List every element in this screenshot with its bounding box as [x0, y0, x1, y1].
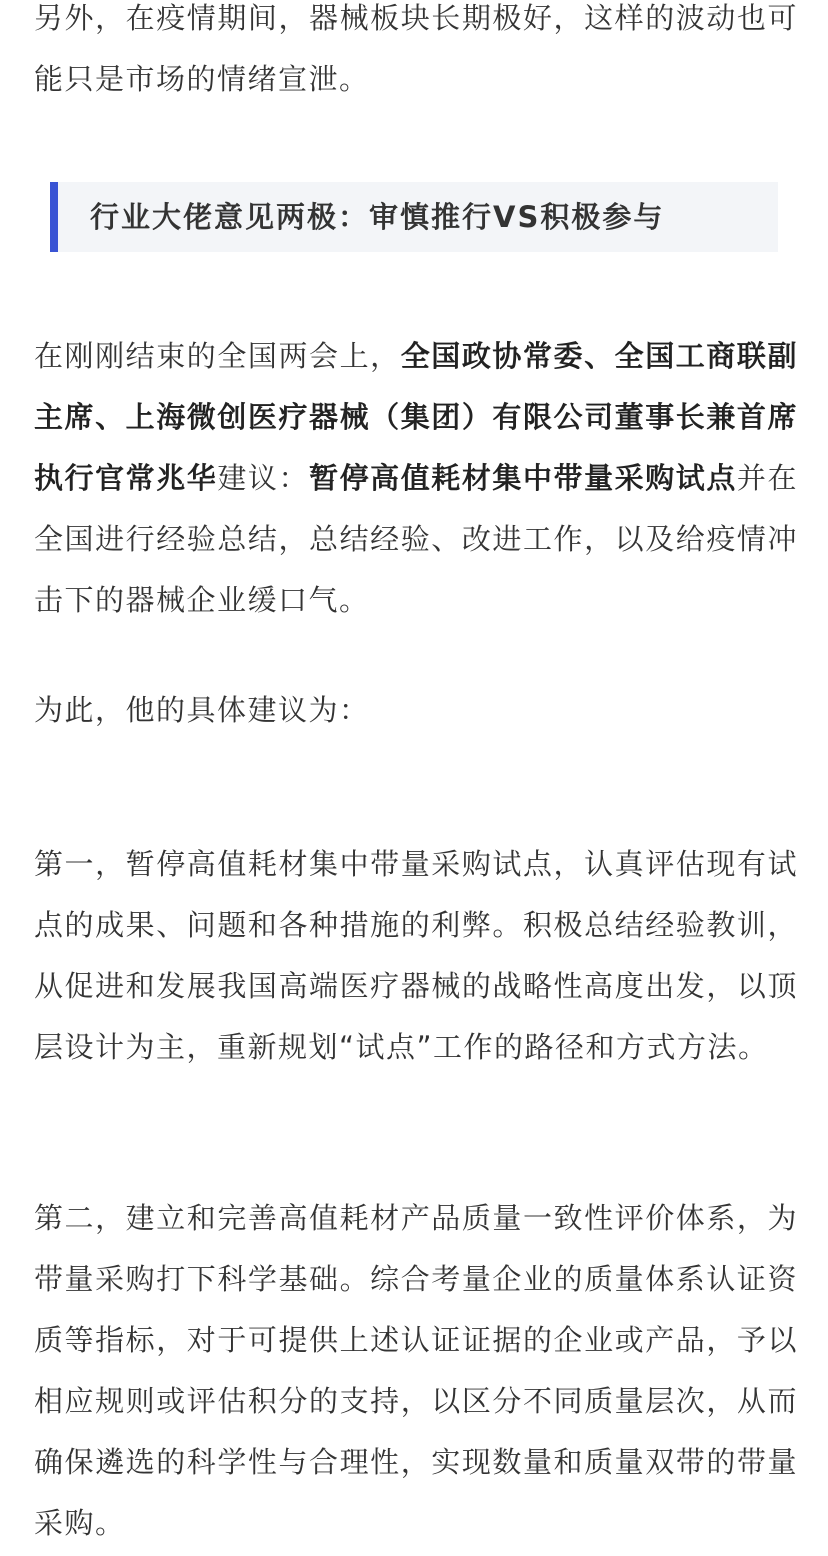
paragraph-proposal: [34, 326, 798, 631]
paragraph-proposal-text-1: 在刚刚结束的全国两会上，: [34, 339, 401, 373]
section-header: [50, 182, 778, 252]
paragraph-proposal-bold-suggestion: 暂停高值耗材集中带量采购试点: [309, 461, 737, 495]
paragraph-point-one: 第一，暂停高值耗材集中带量采购试点，认真评估现有试点的成果、问题和各种措施的利弊。积极总结经验教训，从促进和发展我国高端医疗器械的战略性高度出发，以顶层设计为主，重新规划“试点”工作的路径和方式方法。: [34, 847, 798, 1064]
paragraph-point-two: 第二，建立和完善高值耗材产品质量一致性评价体系，为带量采购打下科学基础。综合考量企业的质量体系认证资质等指标，对于可提供上述认证证据的企业或产品，予以相应规则或评估积分的支持，以区分不同质量层次，从而确保遴选的科学性与合理性，实现数量和质量双带的带量采购。: [34, 1201, 798, 1540]
paragraph-proposal-text-2: 建议：: [217, 461, 310, 495]
paragraph-proposal-text-3: 并在全国进行经验总结，总结经验、改进工作，以及给疫情冲击下的器械企业缓口气。: [34, 461, 798, 617]
paragraph-proposal-bold-person: 全国政协常委、全国工商联副主席、上海微创医疗器械（集团）有限公司董事长兼首席执行官常兆华: [34, 339, 798, 495]
paragraph-lead-in: 为此，他的具体建议为：: [34, 693, 370, 727]
section-title: 行业大佬意见两极：审慎推行VS积极参与: [90, 200, 665, 234]
paragraph-intro: 另外，在疫情期间，器械板块长期极好，这样的波动也可能只是市场的情绪宣泄。: [34, 1, 798, 96]
